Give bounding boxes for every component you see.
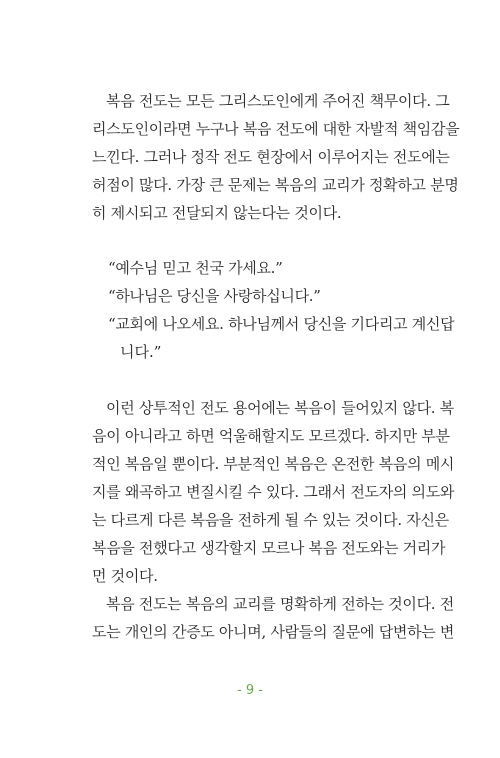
paragraph-2-line-4: 지를 왜곡하고 변질시킬 수 있다. 그래서 전도자의 의도와 xyxy=(92,483,455,501)
paragraph-2-line-5: 는 다르게 다른 복음을 전하게 될 수 있는 것이다. 자신은 xyxy=(92,511,449,529)
paragraph-3-line-1: 복음 전도는 복음의 교리를 명확하게 전하는 것이다. 전 xyxy=(106,595,454,613)
page-number: - 9 - xyxy=(237,683,263,698)
paragraph-1-line-2: 리스도인이라면 누구나 복음 전도에 대한 자발적 책임감을 xyxy=(92,120,460,138)
paragraph-1-line-3: 느낀다. 그러나 정작 전도 현장에서 이루어지는 전도에는 xyxy=(92,148,450,166)
paragraph-1-line-1: 복음 전도는 모든 그리스도인에게 주어진 책무이다. 그 xyxy=(106,92,450,110)
paragraph-2-line-3: 적인 복음일 뿐이다. 부분적인 복음은 온전한 복음의 메시 xyxy=(92,455,455,473)
paragraph-3-line-2: 도는 개인의 간증도 아니며, 사람들의 질문에 답변하는 변 xyxy=(92,623,455,641)
paragraph-2-line-7: 먼 것이다. xyxy=(92,567,158,585)
paragraph-1-line-5: 히 제시되고 전달되지 않는다는 것이다. xyxy=(92,204,342,222)
quote-3-continuation: 니다.” xyxy=(120,343,162,361)
quote-2: “하나님은 당신을 사랑하십니다.” xyxy=(108,287,321,305)
paragraph-2-line-6: 복음을 전했다고 생각할지 모르나 복음 전도와는 거리가 xyxy=(92,539,446,557)
paragraph-2-line-1: 이런 상투적인 전도 용어에는 복음이 들어있지 않다. 복 xyxy=(106,399,454,417)
paragraph-1-line-4: 허점이 많다. 가장 큰 문제는 복음의 교리가 정확하고 분명 xyxy=(92,176,459,194)
quote-1: “예수님 믿고 천국 가세요.” xyxy=(108,259,283,277)
quote-3: “교회에 나오세요. 하나님께서 당신을 기다리고 계신답 xyxy=(108,315,455,333)
paragraph-2-line-2: 음이 아니라고 하면 억울해할지도 모르겠다. 하지만 부분 xyxy=(92,427,450,445)
